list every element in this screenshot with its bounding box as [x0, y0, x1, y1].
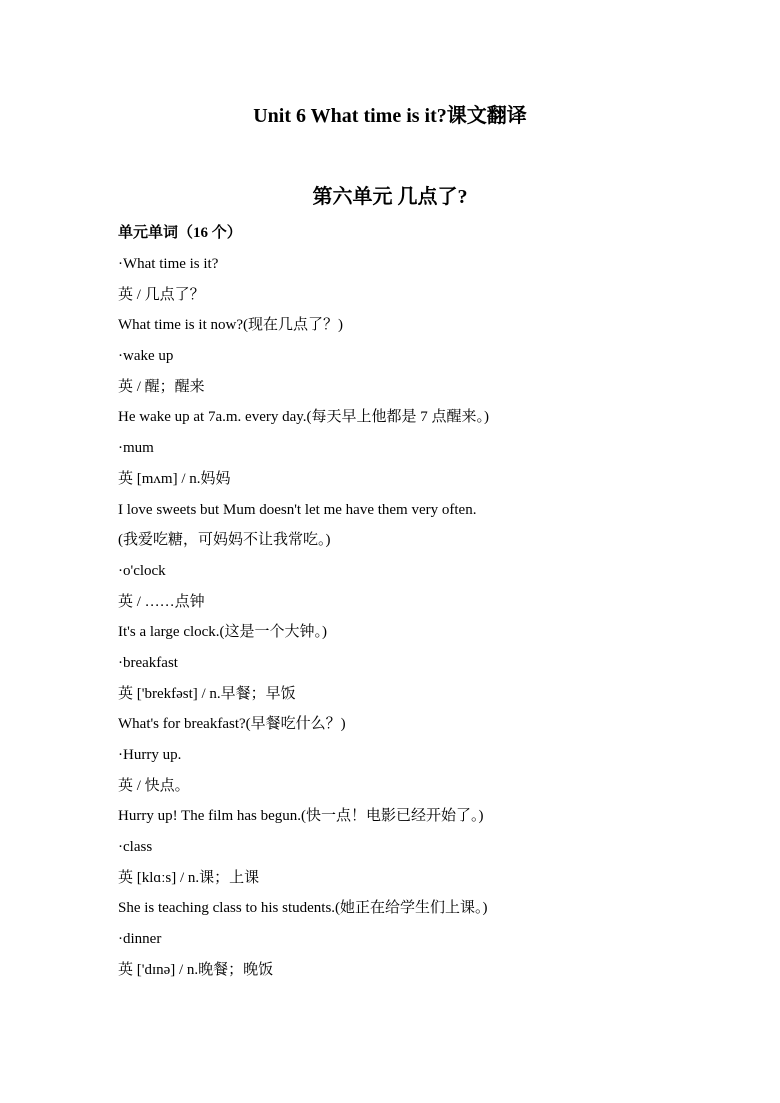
vocab-line: (我爱吃糖，可妈妈不让我常吃。) [118, 532, 331, 549]
section-heading: 单元单词（16 个） [118, 225, 242, 241]
vocab-line: 英 ['dɪnə] / n.晚餐；晚饭 [118, 961, 274, 978]
vocab-line: It's a large clock.(这是一个大钟。) [118, 624, 328, 641]
vocabulary-list [118, 253, 718, 990]
vocab-line: ·Hurry up. [118, 747, 182, 763]
vocab-line: What's for breakfast?(早餐吃什么？) [118, 716, 346, 733]
vocab-line: He wake up at 7a.m. every day.(每天早上他都是 7 点醒来。) [118, 409, 490, 426]
vocab-line: ·dinner [118, 931, 162, 948]
vocab-line: ·What time is it? [118, 256, 219, 272]
vocab-line: ·mum [118, 440, 154, 457]
vocab-line: ·breakfast [118, 654, 178, 671]
vocab-line: 英 / 醒；醒来 [118, 378, 205, 395]
vocab-line: 英 ['brekfəst] / n.早餐；早饭 [118, 685, 296, 702]
vocab-line: ·class [118, 839, 153, 856]
document-title: Unit 6 What time is it?课文翻译 [253, 105, 527, 127]
vocab-line: 英 / ……点钟 [118, 593, 205, 610]
vocab-line: 英 [mʌm] / n.妈妈 [118, 470, 231, 487]
vocab-line: Hurry up! The film has begun.(快一点！电影已经开始了。) [118, 808, 484, 825]
vocab-line: 英 / 几点了？ [118, 286, 205, 303]
vocab-line: ·o'clock [118, 562, 166, 579]
vocab-line: What time is it now?(现在几点了？) [118, 317, 343, 334]
document-subtitle: 第六单元 几点了? [312, 186, 468, 208]
vocab-line: ·wake up [118, 348, 174, 365]
vocab-line: 英 / 快点。 [118, 777, 190, 794]
vocab-line: She is teaching class to his students.(她正在给学生们上课。) [118, 900, 488, 917]
vocab-line: I love sweets but Mum doesn't let me have them very often. [118, 501, 477, 518]
vocab-line: 英 [klɑːs] / n.课；上课 [118, 869, 260, 886]
